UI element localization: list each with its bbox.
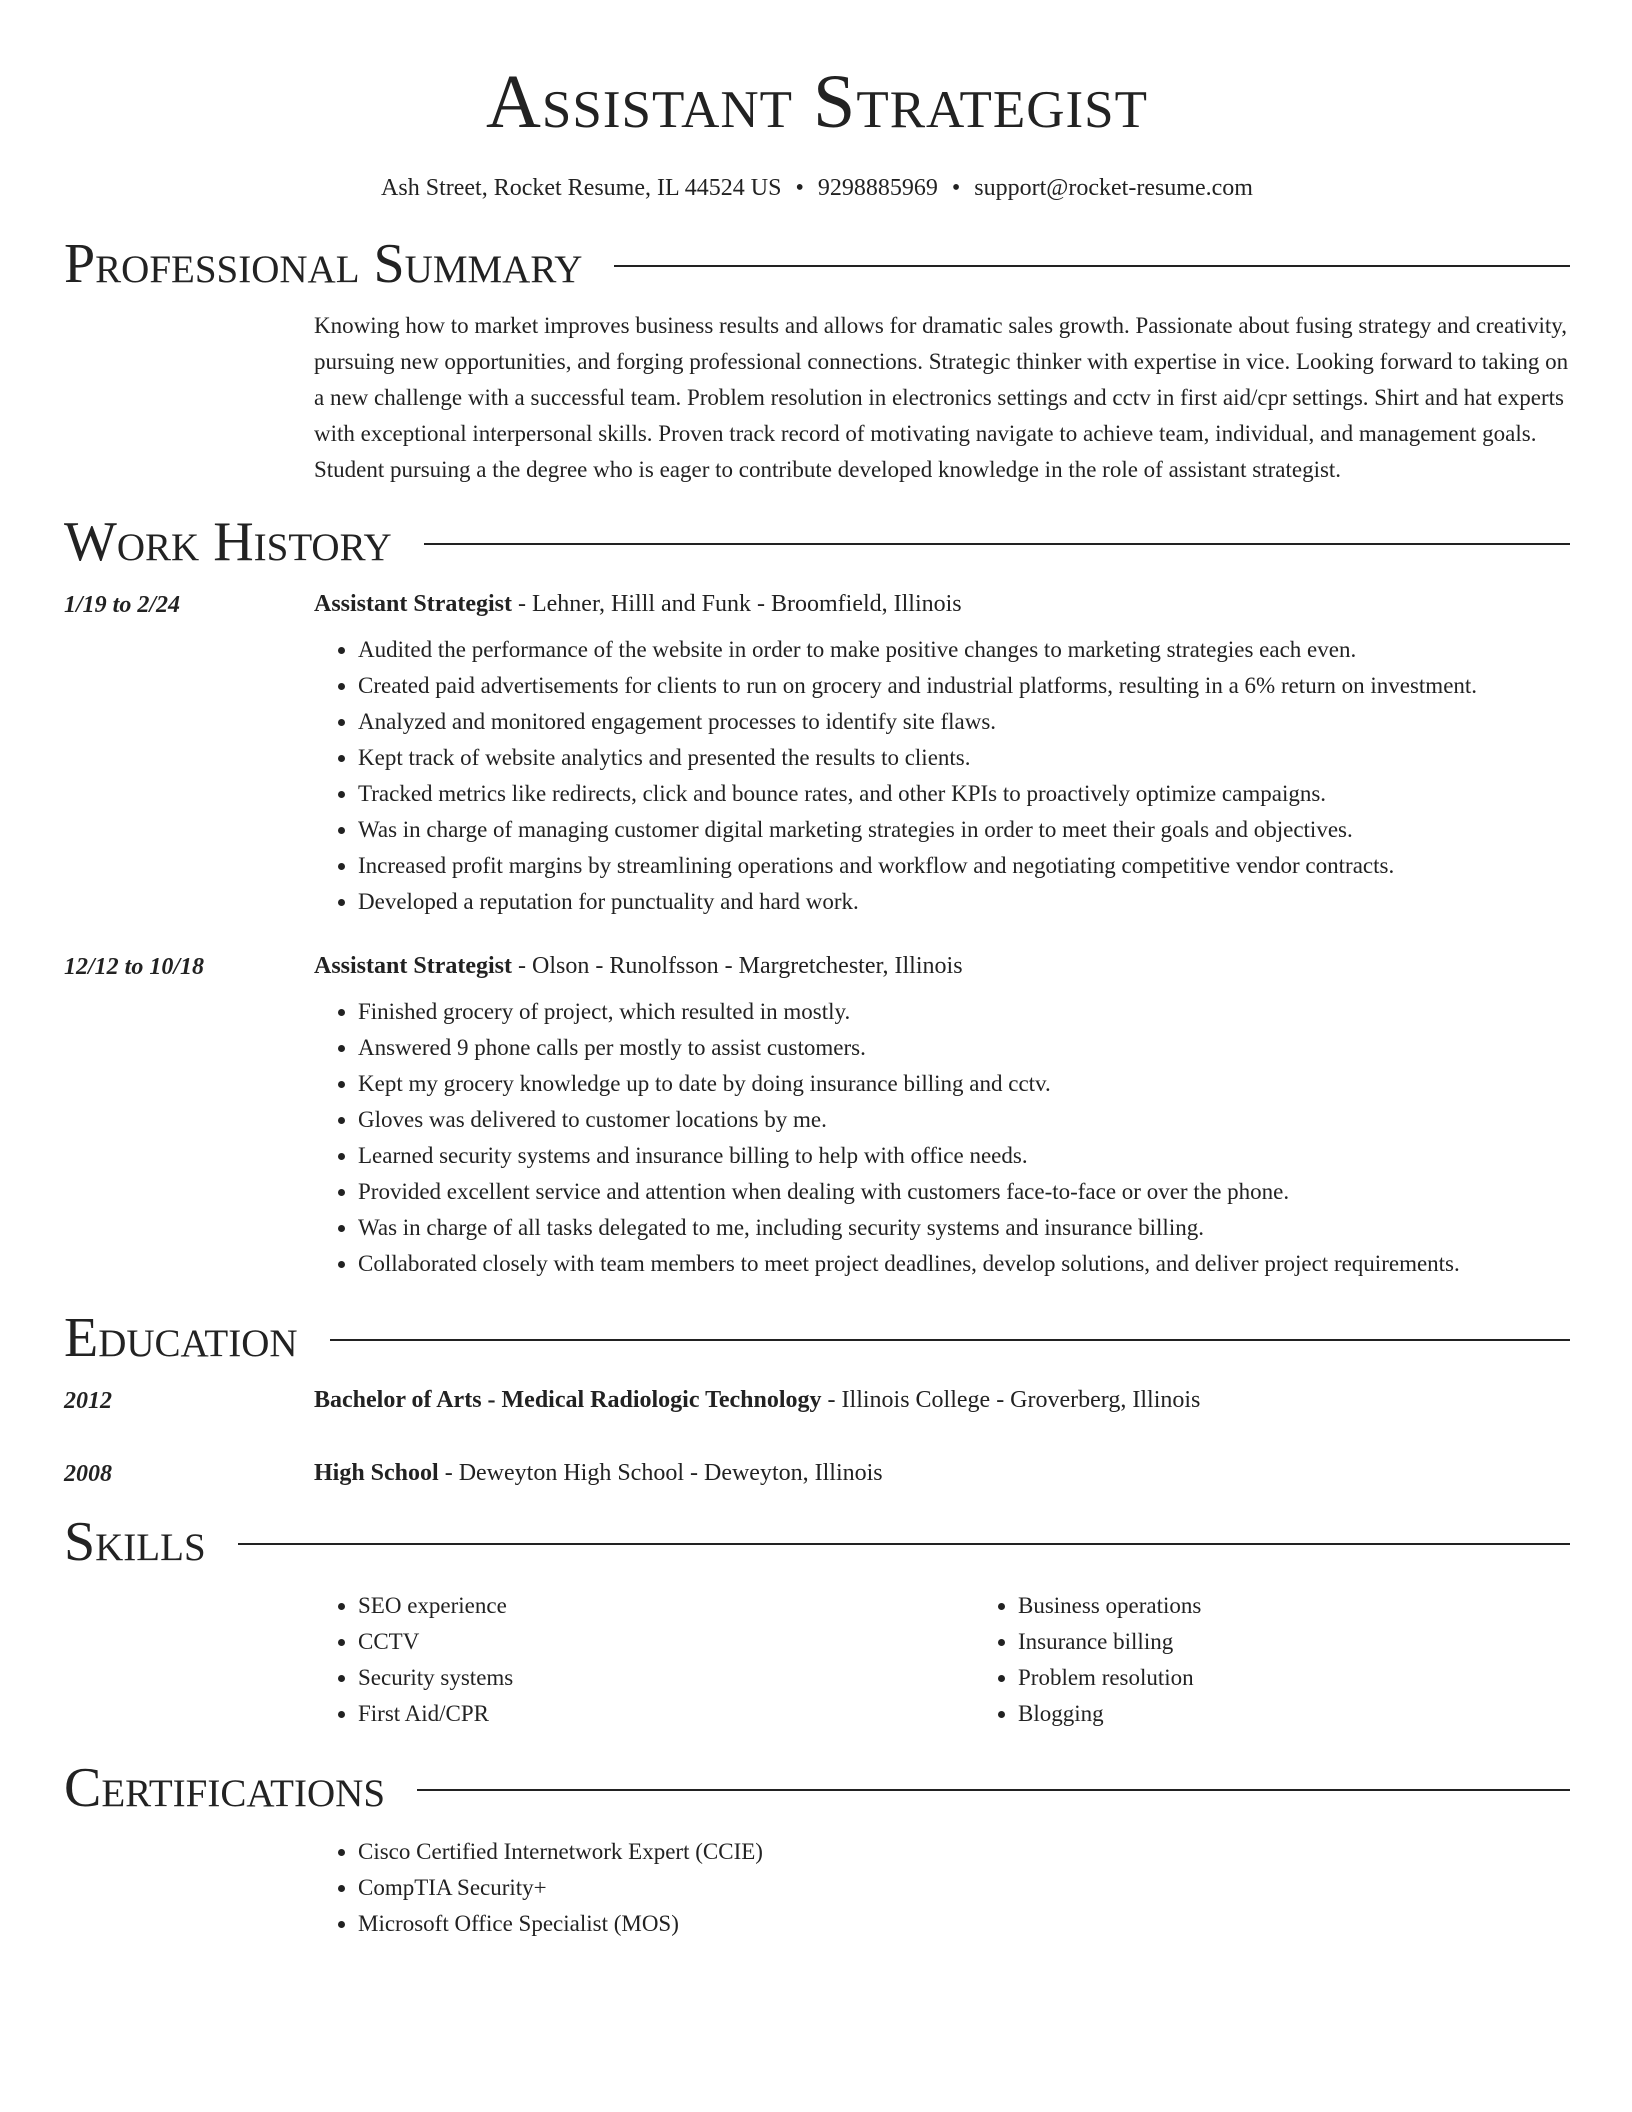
- section-divider: [614, 265, 1570, 267]
- section-divider: [330, 1339, 1570, 1341]
- education-degree: High School: [314, 1460, 439, 1486]
- list-item: • Tracked metrics like redirects, click and bounce rates, and other KPIs to proactively optimize campaigns.: [358, 776, 1570, 812]
- list-item: • Gloves was delivered to customer locations by me.: [358, 1102, 1570, 1138]
- job-title: Assistant Strategist: [314, 953, 512, 979]
- job-dates: 1/19 to 2/24: [64, 592, 181, 618]
- list-item: • Was in charge of managing customer digital marketing strategies in order to meet their goals and objectives.: [358, 812, 1570, 848]
- education-section-header: [64, 1307, 1570, 1369]
- skills-heading: Skills: [64, 1511, 206, 1573]
- skills-section-header: [64, 1511, 1570, 1573]
- list-item: • CCTV: [358, 1624, 974, 1660]
- education-details: - Deweyton High School - Deweyton, Illinois: [438, 1460, 883, 1486]
- job-bullets: [314, 632, 1570, 920]
- work-heading: Work History: [64, 511, 392, 573]
- list-item: • Created paid advertisements for clients to run on grocery and industrial platforms, resulting in a 6% return on investment.: [358, 668, 1570, 704]
- job-heading: [314, 592, 1570, 616]
- address: Ash Street, Rocket Resume, IL 44524 US: [381, 175, 782, 201]
- certifications-row: [64, 1834, 1570, 1942]
- resume-name: Assistant Strategist: [486, 60, 1148, 144]
- education-heading: Education: [64, 1307, 298, 1369]
- list-item: • Security systems: [358, 1660, 974, 1696]
- skills-row: [64, 1588, 1570, 1732]
- job-dates: 12/12 to 10/18: [64, 954, 205, 980]
- list-item: • Cisco Certified Internetwork Expert (CCIE): [358, 1834, 1570, 1870]
- work-section-header: [64, 511, 1570, 573]
- list-item: • Developed a reputation for punctuality and hard work.: [358, 884, 1570, 920]
- section-divider: [424, 543, 1570, 545]
- job-bullets: [314, 994, 1570, 1282]
- email: support@rocket-resume.com: [974, 175, 1253, 201]
- contact-separator: •: [951, 175, 961, 201]
- list-item: • Blogging: [1018, 1696, 1632, 1732]
- education-entry: [64, 1461, 1570, 1488]
- education-entry: [64, 1388, 1570, 1415]
- list-item: • Microsoft Office Specialist (MOS): [358, 1906, 1570, 1942]
- certifications-list: [314, 1834, 1570, 1942]
- list-item: • Learned security systems and insurance billing to help with office needs.: [358, 1138, 1570, 1174]
- education-degree: Bachelor of Arts - Medical Radiologic Technology: [314, 1387, 822, 1413]
- certifications-section-header: [64, 1757, 1570, 1819]
- job-title: Assistant Strategist: [314, 591, 512, 617]
- list-item: • Audited the performance of the website in order to make positive changes to marketing strategies each even.: [358, 632, 1570, 668]
- job-heading: [314, 954, 1570, 978]
- list-item: • Answered 9 phone calls per mostly to assist customers.: [358, 1030, 1570, 1066]
- contact-line: [64, 176, 1570, 200]
- contact-separator: •: [795, 175, 804, 201]
- list-item: • Problem resolution: [1018, 1660, 1632, 1696]
- job-entry: [64, 592, 1570, 920]
- job-details: - Olson - Runolfsson - Margretchester, Illinois: [512, 953, 963, 979]
- list-item: • CompTIA Security+: [358, 1870, 1570, 1906]
- phone: 9298885969: [817, 175, 938, 201]
- list-item: • Provided excellent service and attention when dealing with customers face-to-face or over the phone.: [358, 1174, 1570, 1210]
- list-item: • SEO experience: [358, 1588, 974, 1624]
- list-item: • First Aid/CPR: [358, 1696, 974, 1732]
- skills-column: [314, 1588, 974, 1732]
- summary-text: Knowing how to market improves business results and allows for dramatic sales growth. Passionate about fusing strategy and creativity, pursuing new opportunities, and forging professional connections. Strategic thinker with expertise in vice. Looking forward to taking on a new challenge with a successful team. Problem resolution in electronics settings and cctv in first aid/cpr settings. Shirt and hat experts with exceptional interpersonal skills. Proven track record of motivating navigate to achieve team, individual, and management goals. Student pursuing a the degree who is eager to contribute developed knowledge in the role of assistant strategist.: [314, 313, 1569, 482]
- summary-heading: Professional Summary: [64, 233, 583, 295]
- job-entry: [64, 954, 1570, 1282]
- section-divider: [417, 1789, 1570, 1791]
- job-details: - Lehner, Hilll and Funk - Broomfield, Illinois: [512, 591, 962, 617]
- list-item: • Business operations: [1018, 1588, 1632, 1624]
- list-item: • Finished grocery of project, which resulted in mostly.: [358, 994, 1570, 1030]
- education-year: 2012: [64, 1388, 112, 1414]
- list-item: • Analyzed and monitored engagement processes to identify site flaws.: [358, 704, 1570, 740]
- list-item: • Insurance billing: [1018, 1624, 1632, 1660]
- skills-column: [974, 1588, 1632, 1732]
- certifications-heading: Certifications: [64, 1757, 386, 1819]
- list-item: • Kept track of website analytics and presented the results to clients.: [358, 740, 1570, 776]
- education-year: 2008: [64, 1461, 112, 1487]
- list-item: • Kept my grocery knowledge up to date by doing insurance billing and cctv.: [358, 1066, 1570, 1102]
- section-divider: [238, 1543, 1570, 1545]
- list-item: • Collaborated closely with team members to meet project deadlines, develop solutions, and deliver project requirements.: [358, 1246, 1570, 1282]
- summary-section-header: [64, 233, 1570, 295]
- summary-row: [64, 308, 1570, 488]
- list-item: • Increased profit margins by streamlining operations and workflow and negotiating competitive vendor contracts.: [358, 848, 1570, 884]
- list-item: • Was in charge of all tasks delegated to me, including security systems and insurance billing.: [358, 1210, 1570, 1246]
- education-details: - Illinois College - Groverberg, Illinois: [821, 1387, 1201, 1413]
